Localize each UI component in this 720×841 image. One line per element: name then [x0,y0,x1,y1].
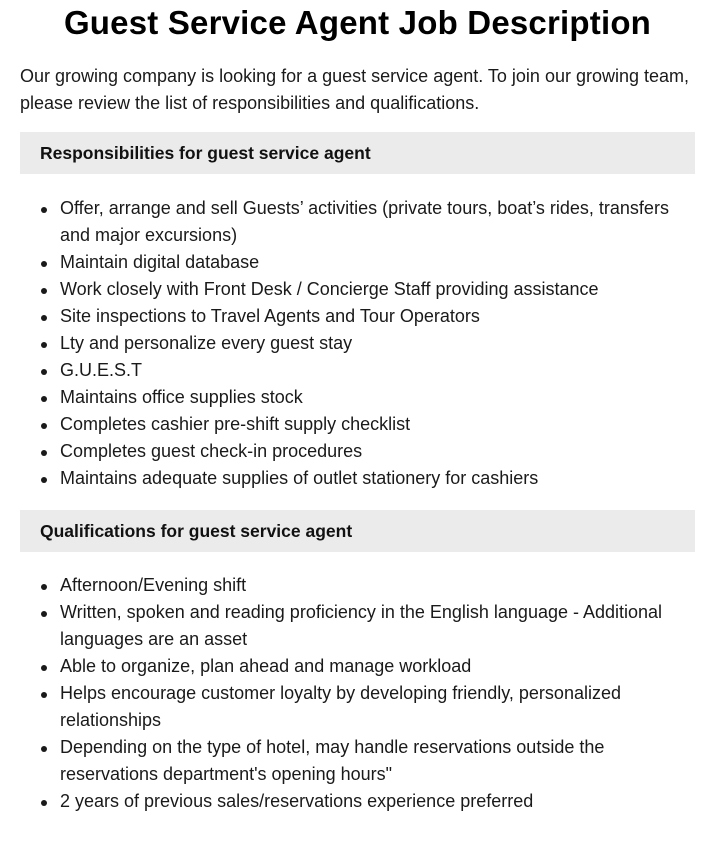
list-item: Site inspections to Travel Agents and Tour Operators [60,303,695,330]
bullet-icon [41,369,47,375]
bullet-icon [41,692,47,698]
bullet-icon [41,261,47,267]
responsibilities-heading: Responsibilities for guest service agent [20,132,695,174]
list-item: Helps encourage customer loyalty by developing friendly, personalized relationships [60,680,695,734]
list-item: Maintains adequate supplies of outlet stationery for cashiers [60,465,695,492]
bullet-icon [41,342,47,348]
bullet-icon [41,207,47,213]
bullet-icon [41,746,47,752]
intro-paragraph: Our growing company is looking for a guest service agent. To join our growing team, please review the list of responsibilities and qualifications. [20,66,690,113]
responsibilities-list [20,195,695,492]
bullet-icon [41,288,47,294]
bullet-icon [41,800,47,806]
list-item: Maintain digital database [60,249,695,276]
list-item: Afternoon/Evening shift [60,572,695,599]
list-item: Work closely with Front Desk / Concierge Staff providing assistance [60,276,695,303]
bullet-icon [41,477,47,483]
list-item: Completes guest check-in procedures [60,438,695,465]
list-item: Lty and personalize every guest stay [60,330,695,357]
page-title: Guest Service Agent Job Description [63,4,652,41]
bullet-icon [41,450,47,456]
list-item: Maintains office supplies stock [60,384,695,411]
list-item: Offer, arrange and sell Guests’ activities (private tours, boat’s rides, transfers and major excursions) [60,195,695,249]
bullet-icon [41,423,47,429]
qualifications-heading: Qualifications for guest service agent [20,510,695,552]
list-item: Able to organize, plan ahead and manage workload [60,653,695,680]
list-item: Written, spoken and reading proficiency in the English language - Additional languages are an asset [60,599,695,653]
list-item: Depending on the type of hotel, may handle reservations outside the reservations department's opening hours" [60,734,695,788]
bullet-icon [41,584,47,590]
list-item: G.U.E.S.T [60,357,695,384]
bullet-icon [41,665,47,671]
list-item: Completes cashier pre-shift supply checklist [60,411,695,438]
bullet-icon [41,396,47,402]
job-description-page [20,0,695,815]
bullet-icon [41,315,47,321]
bullet-icon [41,611,47,617]
list-item: 2 years of previous sales/reservations experience preferred [60,788,695,815]
qualifications-list [20,572,695,815]
